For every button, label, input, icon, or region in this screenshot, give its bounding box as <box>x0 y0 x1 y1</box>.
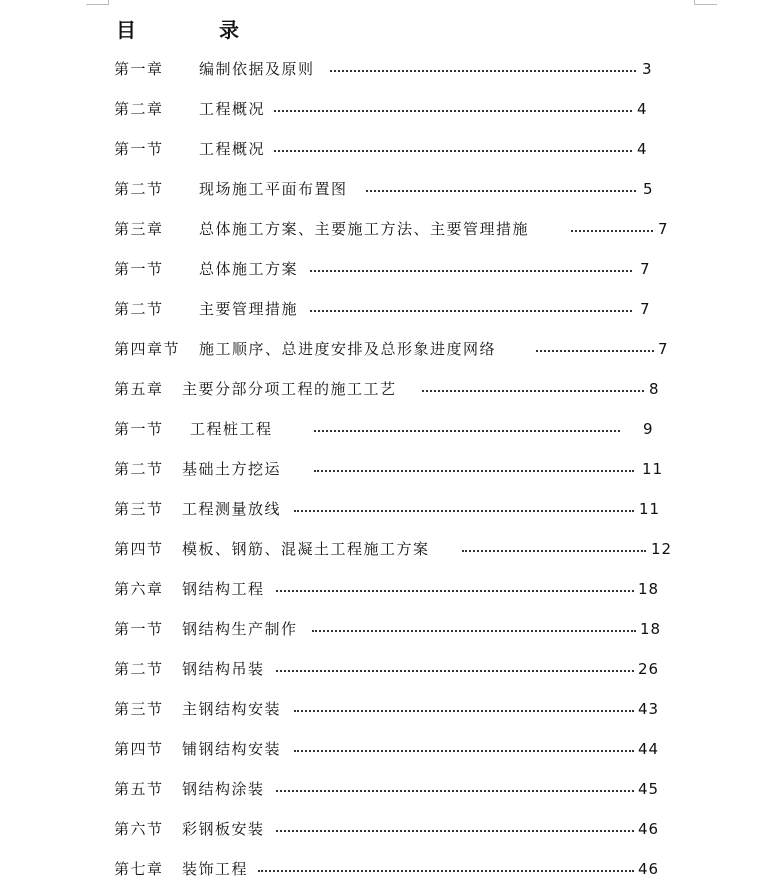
toc-entry-text: 主要管理措施 <box>199 300 299 318</box>
toc-entry-page: 7 <box>640 260 651 278</box>
toc-entry-text: 铺钢结构安装 <box>182 740 282 758</box>
toc-entry-label: 第二节 <box>114 180 164 198</box>
dot-leader <box>462 550 646 552</box>
toc-entry-page: 8 <box>649 380 660 398</box>
toc-entry-label: 第六章 <box>114 580 164 598</box>
toc-entry-text: 钢结构生产制作 <box>182 620 298 638</box>
toc-entry-page: 44 <box>638 740 660 758</box>
toc-entry-text: 工程概况 <box>199 100 266 118</box>
page-corner-mark <box>694 0 717 5</box>
toc-entry-text: 装饰工程 <box>182 860 249 878</box>
toc-entry-page: 4 <box>637 100 648 118</box>
toc-entry-page: 18 <box>640 620 662 638</box>
toc-entry-text: 施工顺序、总进度安排及总形象进度网络 <box>199 340 497 358</box>
toc-entry-label: 第七章 <box>114 860 164 878</box>
toc-entry-label: 第二节 <box>114 460 164 478</box>
toc-entry-text: 钢结构涂装 <box>182 780 265 798</box>
toc-entry-page: 11 <box>639 500 661 518</box>
toc-entry-page: 18 <box>638 580 660 598</box>
toc-entry-page: 26 <box>638 660 660 678</box>
toc-entry-page: 9 <box>643 420 654 438</box>
toc-entry-label: 第二节 <box>114 300 164 318</box>
toc-entry-text: 编制依据及原则 <box>199 60 315 78</box>
toc-entry-label: 第一节 <box>114 420 164 438</box>
toc-entry-page: 7 <box>640 300 651 318</box>
toc-entry-text: 彩钢板安装 <box>182 820 265 838</box>
dot-leader <box>314 430 620 432</box>
dot-leader <box>276 830 634 832</box>
toc-entry-label: 第四章节 <box>114 340 181 358</box>
toc-entry-text: 现场施工平面布置图 <box>199 180 348 198</box>
toc-title: 目 录 <box>116 18 277 42</box>
page-corner-mark <box>86 0 109 5</box>
dot-leader <box>258 870 634 872</box>
toc-entry-label: 第一节 <box>114 140 164 158</box>
toc-entry-text: 钢结构工程 <box>182 580 265 598</box>
dot-leader <box>274 110 632 112</box>
toc-entry-page: 3 <box>642 60 653 78</box>
toc-entry-page: 43 <box>638 700 660 718</box>
toc-entry-page: 46 <box>638 820 660 838</box>
toc-entry-text: 工程桩工程 <box>190 420 273 438</box>
toc-entry-label: 第五节 <box>114 780 164 798</box>
dot-leader <box>310 270 632 272</box>
toc-entry-label: 第五章 <box>114 380 164 398</box>
dot-leader <box>571 230 653 232</box>
toc-entry-label: 第四节 <box>114 740 164 758</box>
toc-entry-page: 4 <box>637 140 648 158</box>
toc-entry-page: 46 <box>638 860 660 878</box>
dot-leader <box>274 150 632 152</box>
dot-leader <box>294 710 634 712</box>
toc-entry-label: 第三节 <box>114 700 164 718</box>
dot-leader <box>310 310 632 312</box>
dot-leader <box>314 470 634 472</box>
toc-entry-label: 第二节 <box>114 660 164 678</box>
toc-entry-page: 12 <box>651 540 673 558</box>
dot-leader <box>330 70 636 72</box>
toc-entry-text: 工程测量放线 <box>182 500 282 518</box>
dot-leader <box>536 350 654 352</box>
toc-entry-label: 第六节 <box>114 820 164 838</box>
toc-entry-page: 7 <box>658 220 669 238</box>
toc-entry-label: 第三节 <box>114 500 164 518</box>
toc-entry-text: 总体施工方案、主要施工方法、主要管理措施 <box>199 220 530 238</box>
toc-entry-page: 11 <box>642 460 664 478</box>
dot-leader <box>422 390 644 392</box>
dot-leader <box>294 510 634 512</box>
toc-entry-label: 第二章 <box>114 100 164 118</box>
toc-entry-label: 第四节 <box>114 540 164 558</box>
dot-leader <box>366 190 636 192</box>
toc-entry-text: 钢结构吊装 <box>182 660 265 678</box>
dot-leader <box>276 590 634 592</box>
toc-entry-text: 模板、钢筋、混凝土工程施工方案 <box>182 540 430 558</box>
toc-entry-label: 第一章 <box>114 60 164 78</box>
toc-entry-label: 第一节 <box>114 260 164 278</box>
dot-leader <box>294 750 634 752</box>
dot-leader <box>276 790 634 792</box>
toc-entry-page: 7 <box>658 340 669 358</box>
toc-entry-text: 主要分部分项工程的施工工艺 <box>182 380 397 398</box>
toc-entry-page: 5 <box>643 180 654 198</box>
toc-entry-text: 工程概况 <box>199 140 266 158</box>
dot-leader <box>312 630 636 632</box>
toc-entry-text: 总体施工方案 <box>199 260 299 278</box>
dot-leader <box>276 670 634 672</box>
toc-entry-text: 主钢结构安装 <box>182 700 282 718</box>
toc-entry-label: 第三章 <box>114 220 164 238</box>
toc-entry-label: 第一节 <box>114 620 164 638</box>
toc-entry-page: 45 <box>638 780 660 798</box>
toc-entry-text: 基础土方挖运 <box>182 460 282 478</box>
